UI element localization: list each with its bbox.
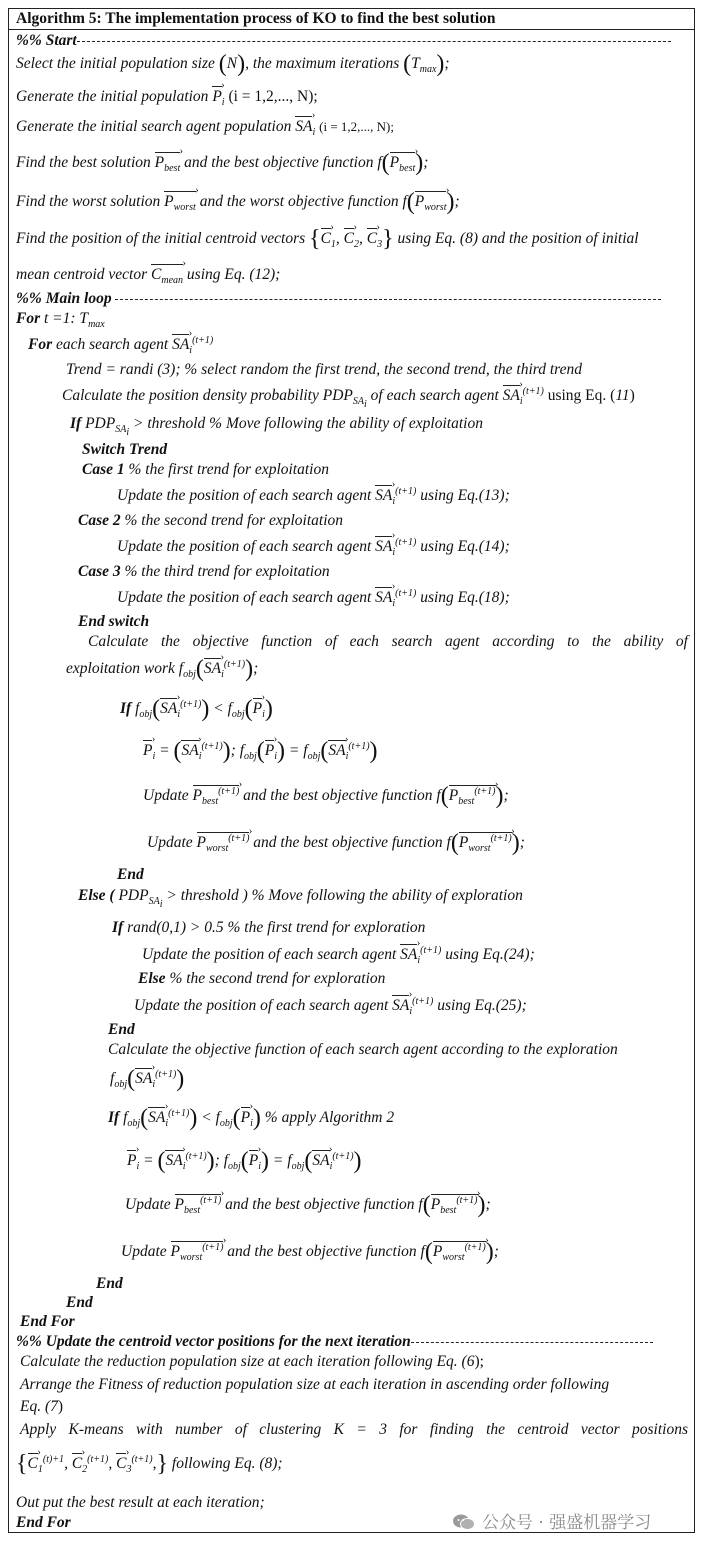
line-end-switch: End switch: [78, 613, 150, 630]
line-update-eq25: Update the position of each search agent SA $›_i^{(t+1)}$ using Eq.(25);: [134, 997, 527, 1015]
line-calc-reduction: Calculate the reduction population size at each iteration following Eq. (6);: [20, 1353, 484, 1370]
line-else-pdp: Else ( $PDP_{SA_i}$ > threshold ) % Move following the ability of exploration: [78, 887, 523, 911]
main-loop-comment: %% Main loop: [16, 290, 661, 308]
line-mean-centroid: mean centroid vector $C_{mean}$ › using Eq. (12);: [16, 266, 280, 284]
line-update-best-1: Update $P_{best}^{(t+1)}$ › and the best objective function $f(P_{best}^{(t+1)}$ ›);: [143, 787, 509, 805]
line-eq7: Eq. (7): [20, 1398, 64, 1415]
line-end-for-final: End For: [16, 1514, 71, 1531]
watermark: 公众号 · 强盛机器学习: [452, 1508, 651, 1533]
line-update-eq18: Update the position of each search agent SA $›_i^{(t+1)}$ using Eq.(18);: [117, 589, 510, 607]
line-end-3: End: [96, 1275, 123, 1292]
update-centroid-comment: %% Update the centroid vector positions for the next iteration: [16, 1333, 653, 1351]
line-end-1: End: [117, 866, 144, 883]
line-find-best: Find the best solution $P_{best}$ › and the best objective function $f(P_{best}$ ›);: [16, 154, 428, 172]
line-end-for-1: End For: [20, 1313, 75, 1330]
line-arrange: Arrange the Fitness of reduction population size at each iteration in ascending order following: [20, 1376, 610, 1393]
line-if-fobj-1: If $f_{obj}(SA$ $›_i^{(t+1)}) < f_{obj}(P$ $›_i$): [120, 700, 273, 718]
line-assign-1: P $›_i = (SA$ $›_i^{(t+1)}$); $f_{obj}(P$ $›_i) = f_{obj}(SA$ $›_i^{(t+1)}$): [143, 742, 378, 760]
line-end-2: End: [108, 1021, 135, 1038]
line-calc-objective: Calculate the objective function of each search agent according to the ability of: [88, 633, 688, 650]
line-update-worst-1: Update $P_{worst}^{(t+1)}$ › and the best objective function $f(P_{worst}^{(t+1)}$ ›);: [147, 834, 525, 852]
line-switch: Switch Trend: [82, 441, 168, 458]
line-update-best-2: Update $P_{best}^{(t+1)}$ › and the best objective function $f(P_{best}^{(t+1)}$ ›);: [125, 1196, 491, 1214]
line-case1: Case 1 % the first trend for exploitation: [82, 461, 329, 478]
line-exploitation-work: exploitation work $f_{obj}(SA$ $›_i^{(t+1)}$);: [66, 660, 258, 678]
line-if-rand: If rand(0,1) > 0.5 % the first trend for exploration: [112, 919, 426, 936]
line-find-centroid: Find the position of the initial centroid vectors {C $›_1$, C $›_2$, C $›_3$} using Eq. (8) and the position of initial: [16, 230, 639, 248]
line-trend: Trend = randi (3); % select random the first trend, the second trend, the third trend: [66, 361, 583, 378]
line-update-worst-2: Update $P_{worst}^{(t+1)}$ › and the best objective function $f(P_{worst}^{(t+1)}$ ›);: [121, 1243, 499, 1261]
start-comment: %% Start: [16, 32, 671, 50]
line-assign-2: P $›_i = (SA$ $›_i^{(t+1)}$); $f_{obj}(P$ $›_i) = f_{obj}(SA$ $›_i^{(t+1)}$): [127, 1152, 362, 1170]
line-for-each-agent: For each search agent SA $›_i^{(t+1)}$: [28, 336, 213, 354]
line-if-pdp: If $PDP_{SA_i}$ > threshold % Move following the ability of exploitation: [70, 415, 483, 439]
line-for-t: For t =1: $T_{max}$: [16, 310, 105, 331]
line-calc-objective-2: Calculate the objective function of each search agent according to the exploration: [108, 1041, 618, 1058]
algorithm-title: Algorithm 5: The implementation process of KO to find the best solution: [16, 10, 496, 27]
line-calc-pdp: Calculate the position density probability $PDP_{SA_i}$ of each search agent SA $›_i^{(t+1)}$ using Eq. (11): [62, 387, 635, 405]
line-case2: Case 2 % the second trend for exploitation: [78, 512, 344, 529]
line-output: Out put the best result at each iteration;: [16, 1494, 265, 1511]
line-else-2: Else % the second trend for exploration: [138, 970, 386, 987]
line-select-population: Select the initial population size (N), the maximum iterations $(T_{max})$;: [16, 51, 450, 77]
line-fobj-2: $f_{obj}(SA$ $›_i^{(t+1)}$): [110, 1070, 184, 1088]
line-generate-search-agents: Generate the initial search agent population SA $›_i$ (i = 1,2,..., N);: [16, 118, 394, 136]
wechat-icon: [452, 1513, 476, 1531]
line-centroid-set: {C $›_1^{(t)+1}$, C $›_2^{(t+1)}$, C $›_3^{(t+1)}$,} following Eq. (8);: [16, 1455, 283, 1473]
line-end-4: End: [66, 1294, 93, 1311]
line-update-eq24: Update the position of each search agent SA $›_i^{(t+1)}$ using Eq.(24);: [142, 946, 535, 964]
line-case3: Case 3 % the third trend for exploitation: [78, 563, 330, 580]
line-apply-kmeans: Apply K-means with number of clustering K = 3 for finding the centroid vector positions: [20, 1421, 688, 1438]
line-if-fobj-2: If $f_{obj}(SA$ $›_i^{(t+1)}) < f_{obj}(P$ $›_i$) % apply Algorithm 2: [108, 1109, 394, 1127]
line-update-eq13: Update the position of each search agent SA $›_i^{(t+1)}$ using Eq.(13);: [117, 487, 510, 505]
line-find-worst: Find the worst solution $P_{worst}$ › and the worst objective function $f(P_{worst}$ ›);: [16, 193, 460, 211]
line-update-eq14: Update the position of each search agent SA $›_i^{(t+1)}$ using Eq.(14);: [117, 538, 510, 556]
line-generate-population: Generate the initial population P $›_i$ (i = 1,2,..., N);: [16, 88, 318, 106]
